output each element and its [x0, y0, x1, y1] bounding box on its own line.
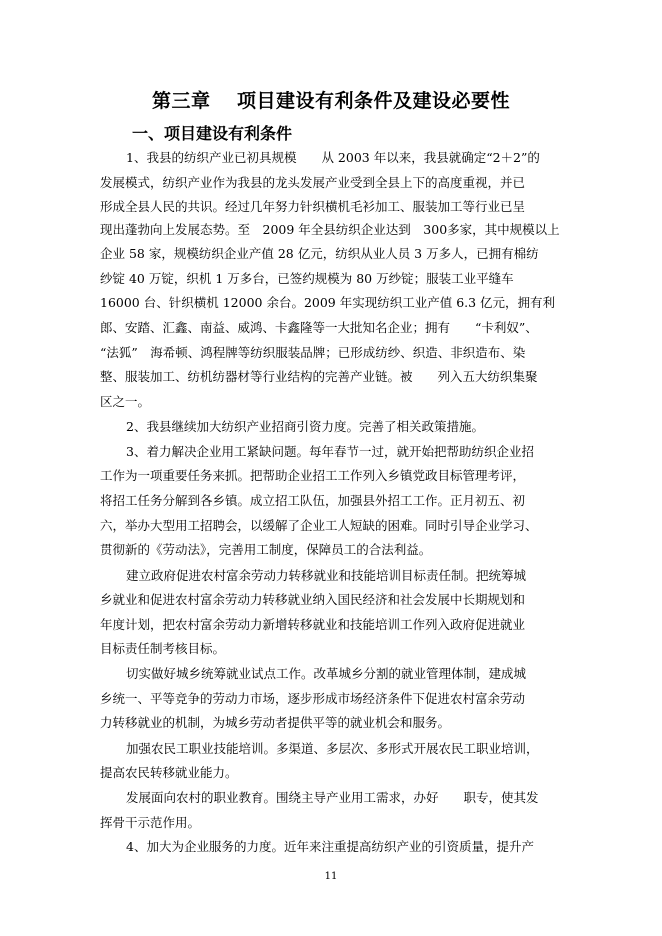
page-number: 11 [324, 871, 338, 882]
text-line: 加强农民工职业技能培训。多渠道、多层次、多形式开展农民工职业培训， [126, 741, 539, 756]
text-line: 4、加大为企业服务的力度。近年来注重提高纺织产业的引资质量，提升产 [126, 839, 534, 854]
text-line: 切实做好城乡统筹就业试点工作。改革城乡分割的就业管理体制，建成城 [126, 666, 527, 681]
text-line: 建立政府促进农村富余劳动力转移就业和技能培训目标责任制。把统筹城 [126, 568, 527, 583]
text-line: 工作为一项重要任务来抓。把帮助企业招工工作列入乡镇党政目标管理考评， [100, 468, 526, 483]
text-line: 纱锭 40 万锭，织机 1 万多台，已签约规模为 80 万纱锭；服装工业平缝车 [100, 271, 514, 286]
text-line: 乡就业和促进农村富余劳动力转移就业纳入国民经济和社会发展中长期规划和 [100, 592, 526, 607]
text-line: 区之一。 [100, 394, 151, 409]
text-line: 六，举办大型用工招聘会，以缓解了企业工人短缺的困难。同时引导企业学习、 [100, 518, 538, 533]
text-line: 力转移就业的机制，为城乡劳动者提供平等的就业机会和服务。 [100, 715, 451, 730]
text-line: 发展面向农村的职业教育。围绕主导产业用工需求，办好 职专，使其发 [126, 790, 539, 805]
text-line: 提高农民转移就业能力。 [100, 765, 238, 780]
text-line: 郎、安踏、汇鑫、南益、威鸿、卡鑫隆等一大批知名企业；拥有 “卡利奴”、 [100, 320, 538, 335]
text-line: 现出蓬勃向上发展态势。至 2009 年全县纺织企业达到 300多家，其中规模以上 [100, 222, 560, 237]
text-line: 贯彻新的《劳动法》，完善用工制度，保障员工的合法利益。 [100, 542, 432, 557]
text-line: 整、服装加工、纺机纺器材等行业结构的完善产业链。被 列入五大纺织集聚 [100, 369, 538, 384]
text-line: 发展模式，纺织产业作为我县的龙头发展产业受到全县上下的高度重视，并已 [100, 175, 526, 190]
text-line: 3、着力解决企业用工紧缺问题。每年春节一过，就开始把帮助纺织企业招 [126, 444, 534, 459]
chapter-title: 第三章 项目建设有利条件及建设必要性 [151, 90, 511, 112]
text-line: 16000 台、针织横机 12000 余台。2009 年实现纺织工业产值 6.3 亿元，拥有利 [100, 295, 556, 310]
text-line: 将招工任务分解到各乡镇。成立招工队伍，加强县外招工工作。正月初五、初 [100, 493, 526, 508]
text-line: 1、我县的纺织产业已初具规模 从 2003 年以来，我县就确定“2＋2”的 [126, 150, 540, 165]
text-line: 目标责任制考核目标。 [100, 641, 226, 656]
text-line: 年度计划，把农村富余劳动力新增转移就业和技能培训工作列入政府促进就业 [100, 617, 526, 632]
text-line: “法狐” 海希顿、鸿程牌等纺织服装品牌；已形成纺纱、织造、非织造布、染 [100, 345, 526, 360]
text-line: 挥骨干示范作用。 [100, 815, 201, 830]
section-title: 一、项目建设有利条件 [132, 124, 293, 143]
text-line: 形成全县人民的共识。经过几年努力针织横机毛衫加工、服装加工等行业已呈 [100, 199, 526, 214]
text-line: 乡统一、平等竞争的劳动力市场，逐步形成市场经济条件下促进农村富余劳动 [100, 691, 526, 706]
text-line: 2、我县继续加大纺织产业招商引资力度。完善了相关政策措施。 [126, 419, 484, 434]
text-line: 企业 58 家，规模纺织企业产值 28 亿元，纺织从业人员 3 万多人，已拥有棉纺 [100, 246, 539, 261]
